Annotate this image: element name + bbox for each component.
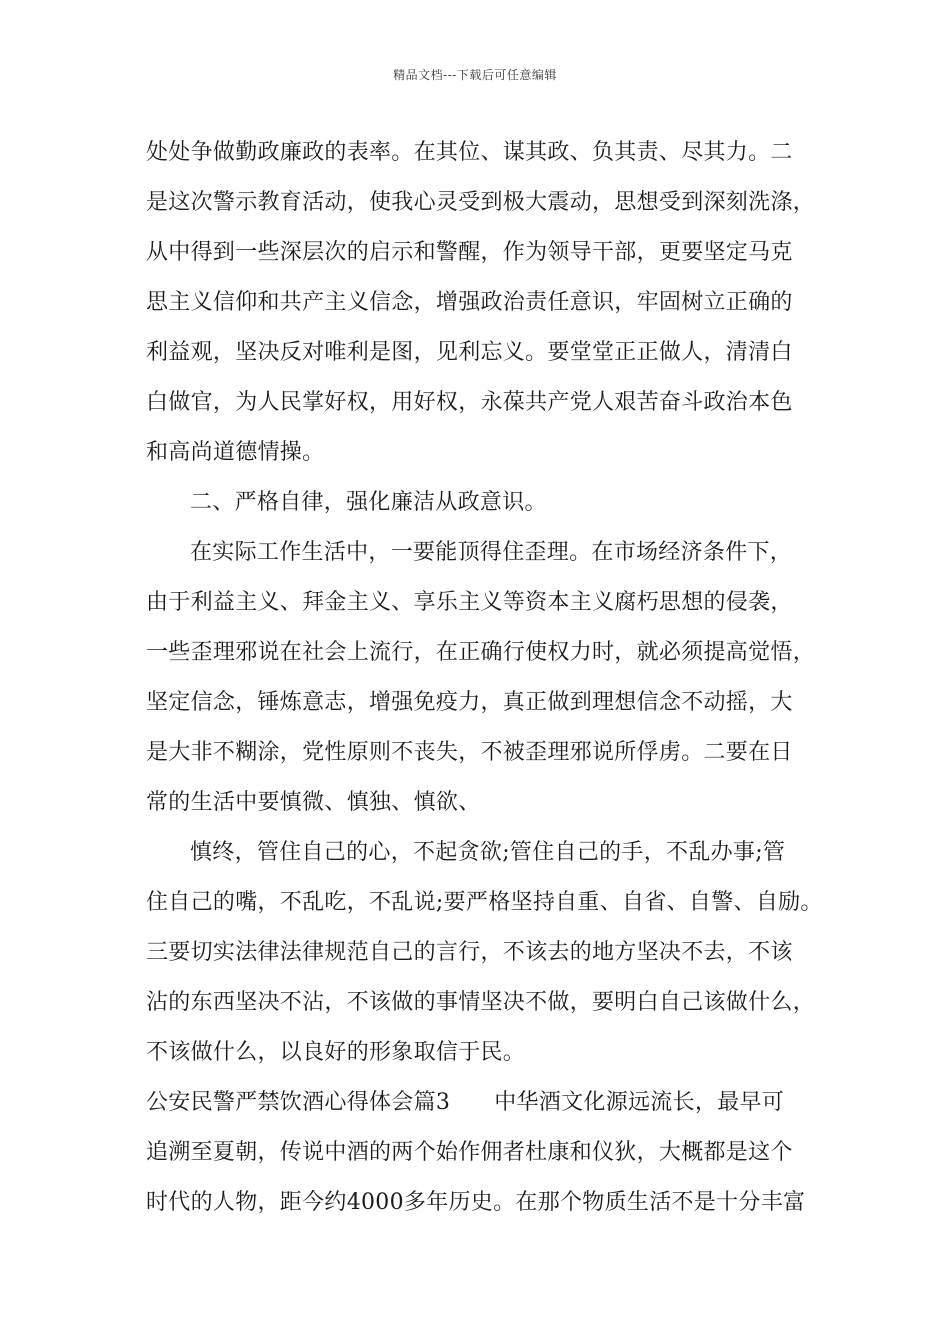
text-line: 从中得到一些深层次的启示和警醒，作为领导干部，更要坚定马克 (146, 240, 793, 265)
text-line: 坚定信念，锤炼意志，增强免疫力，真正做到理想信念不动摇，大 (146, 690, 793, 715)
page-header: 精品文档---下载后可任意编辑 (393, 68, 557, 82)
text-line: 时代的人物，距今约4000多年历史。在那个物质生活不是十分丰富 (146, 1190, 806, 1215)
text-line: 白做官，为人民掌好权，用好权，永葆共产党人艰苦奋斗政治本色 (146, 390, 793, 415)
subsection-heading: 二、严格自律，强化廉洁从政意识。 (190, 490, 547, 515)
text-line: 追溯至夏朝，传说中酒的两个始作佣者杜康和仪狄，大概都是这个 (146, 1140, 793, 1165)
section-first-text: 中华酒文化源远流长，最早可 (494, 1090, 785, 1115)
section-title-line (146, 1078, 826, 1128)
text-line: 不该做什么，以良好的形象取信于民。 (146, 1040, 526, 1065)
document-body (146, 128, 826, 1228)
text-line: 是这次警示教育活动，使我心灵受到极大震动，思想受到深刻洗涤， (146, 190, 816, 215)
text-line: 由于利益主义、拜金主义、享乐主义等资本主义腐朽思想的侵袭， (146, 590, 793, 615)
text-line: 住自己的嘴，不乱吃，不乱说;要严格坚持自重、自省、自警、自励。 (146, 890, 823, 915)
text-line: 利益观，坚决反对唯利是图，见利忘义。要堂堂正正做人，清清白 (146, 340, 793, 365)
text-line: 处处争做勤政廉政的表率。在其位、谋其政、负其责、尽其力。二 (146, 140, 793, 165)
text-line: 一些歪理邪说在社会上流行，在正确行使权力时，就必须提高觉悟， (146, 640, 816, 665)
text-line: 在实际工作生活中，一要能顶得住歪理。在市场经济条件下， (190, 540, 793, 565)
text-line: 沾的东西坚决不沾，不该做的事情坚决不做，要明白自己该做什么， (146, 990, 816, 1015)
text-line: 常的生活中要慎微、慎独、慎欲、 (146, 790, 481, 815)
section-title: 公安民警严禁饮酒心得体会篇3 (146, 1090, 451, 1115)
text-line: 和高尚道德情操。 (146, 440, 325, 465)
text-line: 是大非不糊涂，党性原则不丧失，不被歪理邪说所俘虏。二要在日 (146, 740, 793, 765)
text-line: 三要切实法律法律规范自己的言行，不该去的地方坚决不去，不该 (146, 940, 793, 965)
text-line: 慎终，管住自己的心，不起贪欲;管住自己的手，不乱办事;管 (190, 840, 786, 865)
text-line: 思主义信仰和共产主义信念，增强政治责任意识，牢固树立正确的 (146, 290, 793, 315)
